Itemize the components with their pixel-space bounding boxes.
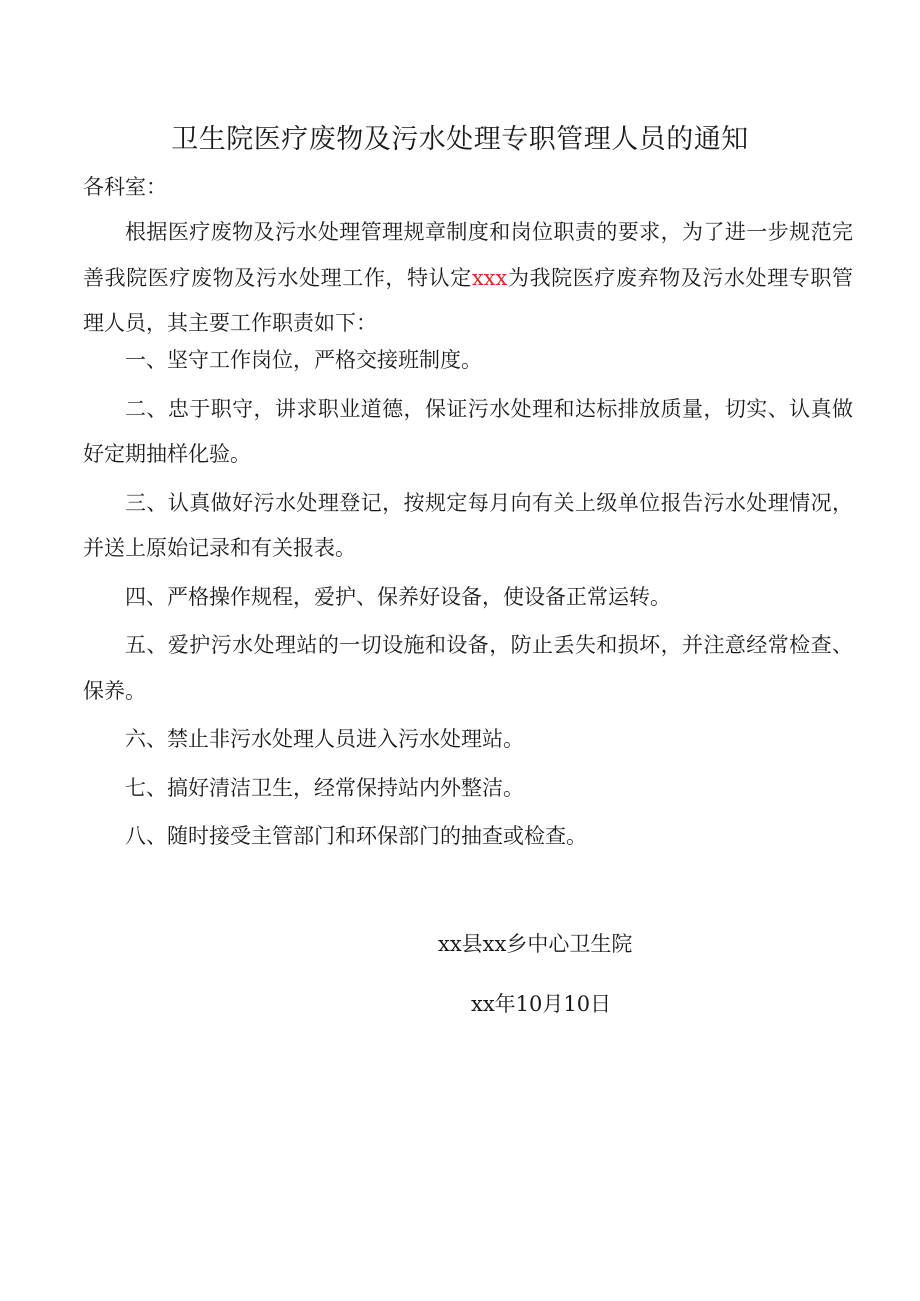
duty-item: 六、禁止非污水处理人员进入污水处理站。: [125, 727, 524, 751]
signature-date: xx年10月10日: [471, 992, 612, 1016]
intro-text-before: 根据医疗废物及污水处理管理规章制度和岗位职责的要求，为了进一步规范完善我院医疗废物及污水处理工作，特认定: [83, 220, 853, 290]
appointee-placeholder: xxx: [471, 265, 508, 290]
duty-item: 四、严格操作规程，爱护、保养好设备，使设备正常运转。: [125, 584, 671, 609]
duty-item: 五、爱护污水处理站的一切设施和设备，防止丢失和损坏，并注意经常检查、保养。: [83, 633, 853, 703]
intro-paragraph: [83, 210, 853, 347]
duty-item: 一、坚守工作岗位，严格交接班制度。: [125, 348, 482, 372]
duty-item: 三、认真做好污水处理登记，按规定每月向有关上级单位报告污水处理情况，并送上原始记录和有关报表。: [83, 490, 853, 560]
duty-item: 二、忠于职守，讲求职业道德，保证污水处理和达标排放质量，切实、认真做好定期抽样化验。: [83, 396, 853, 466]
duties-list: [83, 338, 853, 863]
duty-item: 七、搞好清洁卫生，经常保持站内外整洁。: [125, 775, 524, 800]
document-title: 卫生院医疗废物及污水处理专职管理人员的通知: [171, 124, 749, 155]
signature-organization: xx县xx乡中心卫生院: [438, 932, 633, 956]
intro-text-after: 为我院医疗废弃物及污水处理专职管理人员，其主要工作职责如下：: [83, 265, 854, 335]
salutation: 各科室：: [83, 175, 167, 199]
duty-item: 八、随时接受主管部门和环保部门的抽查或检查。: [125, 824, 587, 848]
